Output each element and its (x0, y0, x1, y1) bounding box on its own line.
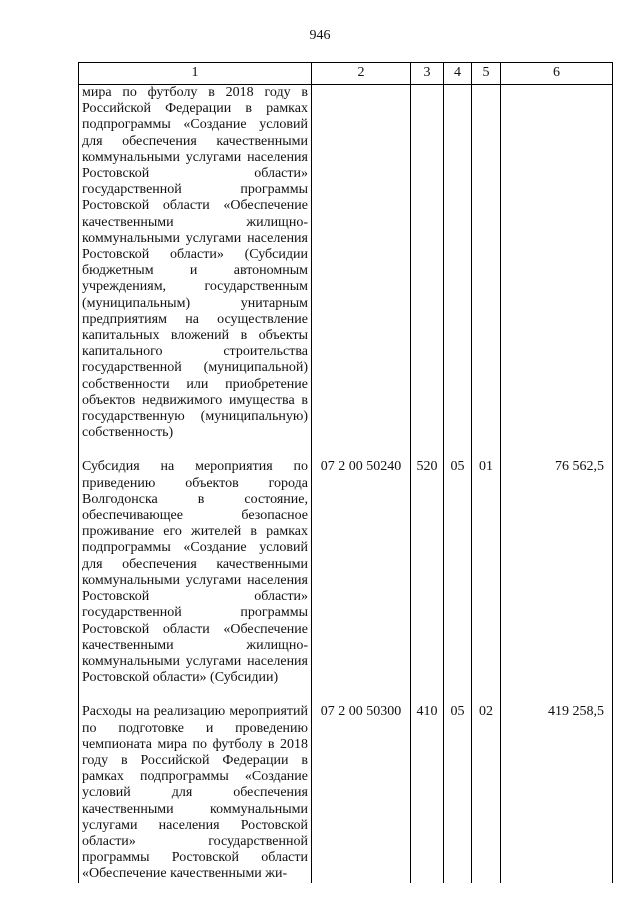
table-row (79, 459, 613, 686)
row-description: мира по футболу в 2018 году в Российской Федерации в рамках подпрограммы «Создание условий для обеспечения качественными коммунальными услугами населения Ростовской области» государственной программы Ростовской области «Обеспечение качественными жилищно-коммунальными услугами населения Ростовской области» (Субсидии бюджетным и автономным учреждениям, государственным (муниципальным) унитарным предприятиям на осуществление капитальных вложений в объекты капитального строительства государственной (муниципальной) собственности или приобретение объектов недвижимого имущества в государственную (муниципальную) собственность) (79, 85, 312, 442)
page-number: 946 (309, 28, 331, 43)
row-target-code: 07 2 00 50300 (312, 704, 411, 882)
row-amount (501, 85, 613, 442)
column-header-5: 5 (472, 63, 501, 85)
row-section (444, 85, 472, 442)
row-amount: 76 562,5 (501, 459, 613, 686)
row-description: Субсидия на мероприятия по приведению объектов города Волгодонска в состояние, обеспечивающее безопасное проживание его жителей в рамках подпрограммы «Создание условий для обеспечения качественными коммунальными услугами населения Ростовской области» государственной программы Ростовской области «Обеспечение качественными жилищно-коммунальными услугами населения Ростовской области» (Субсидии) (79, 459, 312, 686)
row-amount: 419 258,5 (501, 704, 613, 882)
row-target-code: 07 2 00 50240 (312, 459, 411, 686)
table-header-row (79, 63, 613, 85)
row-spacer (79, 686, 613, 704)
row-subsection (472, 85, 501, 442)
column-header-1: 1 (79, 63, 312, 85)
table-row (79, 704, 613, 882)
row-expense-type (411, 85, 444, 442)
column-header-2: 2 (312, 63, 411, 85)
table-row (79, 85, 613, 442)
row-subsection: 02 (472, 704, 501, 882)
row-section: 05 (444, 704, 472, 882)
row-target-code (312, 85, 411, 442)
column-header-3: 3 (411, 63, 444, 85)
column-header-6: 6 (501, 63, 613, 85)
row-section: 05 (444, 459, 472, 686)
row-expense-type: 520 (411, 459, 444, 686)
column-header-4: 4 (444, 63, 472, 85)
row-subsection: 01 (472, 459, 501, 686)
budget-table (78, 62, 613, 883)
row-spacer (79, 441, 613, 459)
row-description: Расходы на реализацию мероприятий по подготовке и проведению чемпионата мира по футболу в 2018 году в Российской Федерации в рамках подпрограммы «Создание условий для обеспечения качественными коммунальными услугами населения Ростовской области» государственной программы Ростовской области «Обеспечение качественными жи- (79, 704, 312, 882)
row-expense-type: 410 (411, 704, 444, 882)
